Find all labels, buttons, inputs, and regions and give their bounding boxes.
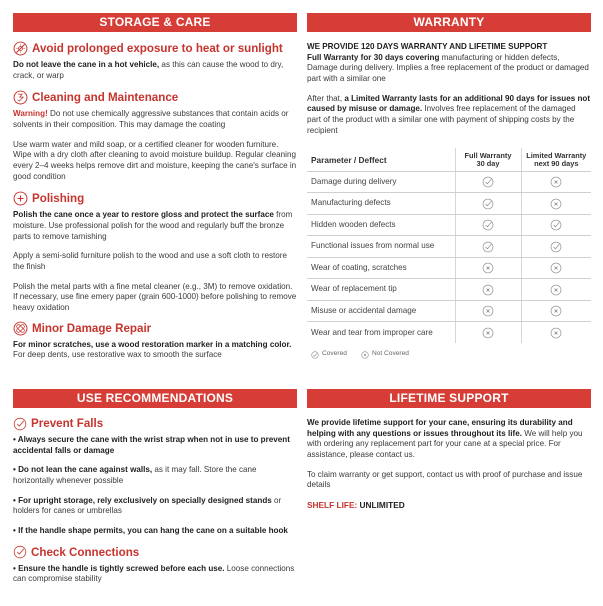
x-circle-icon — [482, 284, 494, 296]
x-circle-icon — [361, 351, 369, 359]
shelf-life-label: SHELF LIFE: — [307, 500, 358, 511]
falls-item-2-text: as it may fall. Store the cane horizontally whenever possible — [13, 465, 257, 486]
header-full-line1: Full Warranty — [464, 151, 512, 161]
warning-label: Warning! — [13, 109, 48, 119]
row-limited-warranty — [521, 257, 591, 279]
check-circle-icon — [550, 241, 562, 253]
row-full-warranty — [455, 300, 521, 322]
check-connections-title-text: Check Connections — [31, 545, 140, 559]
row-parameter: Wear and tear from improper care — [311, 327, 433, 337]
legend-not-covered — [361, 350, 409, 359]
warranty-headline — [307, 42, 591, 53]
heat-bold-text: Do not leave the cane in a hot vehicle, — [13, 60, 160, 69]
polishing-text: from moisture. Use professional polish for the wood and regularly buff the bronze parts to remove tarnishing — [13, 210, 293, 241]
x-circle-icon — [550, 262, 562, 274]
no-sun-icon — [13, 41, 28, 56]
cleaning-paragraph: Use warm water and mild soap, or a certified cleaner for wooden furniture. Wipe with a dry cloth after cleaning to avoid moisture buildup. Regular cleaning every 2–4 weeks helps remove dirt and moisture, keeping the cane's surface in good condition — [13, 139, 297, 181]
row-full-warranty — [455, 322, 521, 344]
polishing-title-text: Polishing — [32, 192, 85, 206]
row-limited-warranty — [521, 193, 591, 215]
cleaning-warning-paragraph — [13, 109, 297, 130]
row-full-warranty — [455, 193, 521, 215]
legend-covered-label: Covered — [322, 350, 347, 358]
repair-bold-text: For minor scratches, use a wood restoration marker in a matching color. — [13, 339, 292, 349]
repair-text: For deep dents, use restorative wax to smooth the surface — [13, 350, 222, 360]
x-circle-icon — [550, 198, 562, 210]
warning-text: Do not use chemically aggressive substances that contain acids or solvents in their composition. This may damage the coating — [13, 109, 289, 130]
x-circle-icon — [482, 327, 494, 339]
falls-item-4 — [13, 526, 297, 537]
falls-item-3-bold: • For upright storage, rely exclusively on specially designed stands — [13, 495, 272, 505]
limited-warranty-pre: After that, — [307, 93, 345, 103]
check-circle-icon — [482, 198, 494, 210]
legend-not-covered-label: Not Covered — [371, 350, 409, 358]
heat-section-title — [13, 40, 297, 57]
cleaning-title-text: Cleaning and Maintenance — [32, 91, 179, 105]
support-claim-paragraph: To claim warranty or get support, contact us with proof of purchase and issue details — [307, 469, 583, 490]
row-limited-warranty — [521, 214, 591, 236]
header-limited-line2: next 90 days — [534, 159, 579, 169]
connections-item-1 — [13, 564, 297, 585]
heat-title-text: Avoid prolonged exposure to heat or sunlight — [32, 41, 283, 55]
cleaning-icon — [13, 90, 28, 105]
polishing-paragraph-1 — [13, 210, 297, 242]
x-circle-icon — [482, 305, 494, 317]
row-limited-warranty — [521, 279, 591, 301]
check-circle-icon — [550, 219, 562, 231]
falls-item-3-text: or holders for canes or umbrellas — [13, 495, 282, 516]
table-row — [307, 214, 591, 236]
limited-warranty-paragraph — [307, 94, 591, 137]
falls-item-1 — [13, 435, 297, 456]
header-full-warranty — [455, 148, 521, 171]
polishing-paragraph-3: Polish the metal parts with a fine metal cleaner (e.g., 3M) to remove oxidation. If necessary, use fine emery paper (grain 600-1000) before polishing to remove heavy oxidation — [13, 281, 297, 313]
x-circle-icon — [550, 176, 562, 188]
row-parameter: Damage during delivery — [307, 171, 455, 193]
row-full-warranty — [455, 236, 521, 258]
prevent-falls-title — [13, 415, 297, 432]
repair-title-text: Minor Damage Repair — [32, 321, 152, 335]
x-circle-icon — [550, 327, 562, 339]
legend-covered — [311, 350, 347, 359]
full-warranty-bold: Full Warranty for 30 days covering — [307, 52, 440, 62]
heat-paragraph — [13, 60, 297, 81]
row-parameter: Wear of replacement tip — [307, 279, 455, 301]
check-circle-icon — [311, 351, 319, 359]
row-full-warranty — [455, 279, 521, 301]
header-full-line2: 30 day — [476, 159, 500, 169]
full-warranty-paragraph — [307, 53, 591, 85]
use-recommendations-banner: USE RECOMMENDATIONS — [13, 389, 297, 408]
row-full-warranty — [455, 171, 521, 193]
x-circle-icon — [550, 305, 562, 317]
support-intro-bold: We provide lifetime support for your cane, ensuring its durability and helping with any questions or issues throughout its life. — [307, 418, 573, 438]
warranty-legend — [307, 350, 591, 359]
bandage-icon — [13, 321, 28, 336]
table-row — [307, 257, 591, 279]
shelf-life-value: UNLIMITED — [357, 500, 405, 511]
header-parameter: Parameter / Deffect — [307, 148, 455, 171]
warranty-section — [307, 13, 591, 359]
polishing-paragraph-2: Apply a semi-solid furniture polish to the wood and use a soft cloth to restore the finish — [13, 251, 287, 272]
header-limited-warranty — [521, 148, 591, 171]
cleaning-section-title — [13, 89, 297, 106]
lifetime-support-banner: LIFETIME SUPPORT — [307, 389, 591, 408]
table-row — [307, 279, 591, 301]
prevent-falls-title-text: Prevent Falls — [31, 416, 104, 430]
repair-section-title — [13, 320, 297, 337]
warranty-banner: WARRANTY — [307, 13, 591, 32]
x-circle-icon — [482, 262, 494, 274]
warranty-table-header — [307, 148, 591, 171]
check-circle-icon — [13, 545, 27, 559]
table-row — [307, 236, 591, 258]
falls-item-3 — [13, 496, 297, 517]
check-circle-icon — [482, 219, 494, 231]
row-full-warranty — [455, 257, 521, 279]
use-recommendations-section — [13, 389, 297, 585]
check-connections-title — [13, 544, 297, 561]
row-parameter: Misuse or accidental damage — [307, 300, 455, 322]
storage-care-banner: STORAGE & CARE — [13, 13, 297, 32]
falls-item-2 — [13, 465, 297, 486]
falls-item-4-bold: • If the handle shape permits, you can hang the cane on a suitable hook — [13, 526, 288, 536]
full-warranty-text: manufacturing or hidden defects, Damage during delivery. Implies a free replacement of the product or damaged part with a similar one — [307, 52, 589, 84]
table-row — [307, 171, 591, 193]
lifetime-support-section — [307, 389, 591, 511]
row-parameter: Wear of coating, scratches — [307, 257, 455, 279]
row-limited-warranty — [521, 300, 591, 322]
check-circle-icon — [13, 417, 27, 431]
check-circle-icon — [482, 176, 494, 188]
x-circle-icon — [550, 284, 562, 296]
row-parameter: Hidden wooden defects — [307, 214, 455, 236]
plus-circle-icon — [13, 191, 28, 206]
header-limited-line1: Limited Warranty — [526, 151, 587, 161]
table-row — [307, 193, 591, 215]
polishing-bold-text: Polish the cane once a year to restore gloss and protect the surface — [13, 210, 274, 220]
connections-item-1-text: Loose connections can compromise stability — [13, 563, 295, 584]
support-intro-paragraph — [307, 418, 591, 461]
support-intro-text: We will help you with ordering any replacement part for your cane at a special price. For assistance, please contact us. — [307, 428, 583, 460]
polishing-section-title — [13, 190, 297, 207]
limited-warranty-bold: a Limited Warranty lasts for an additional 90 days for issues not caused by misuse or damage. — [307, 93, 591, 114]
heat-text: as this can cause the wood to dry, crack, or warp — [13, 60, 284, 80]
row-parameter: Manufacturing defects — [307, 193, 455, 215]
falls-item-1-bold: • Always secure the cane with the wrist strap when not in use to prevent accidental falls or damage — [13, 435, 290, 455]
repair-paragraph — [13, 340, 297, 361]
row-full-warranty — [455, 214, 521, 236]
table-row — [307, 322, 591, 344]
row-limited-warranty — [521, 171, 591, 193]
warranty-table — [307, 148, 591, 343]
warranty-headline-text: WE PROVIDE 120 DAYS WARRANTY AND LIFETIME SUPPORT — [307, 42, 548, 51]
row-limited-warranty — [521, 236, 591, 258]
falls-item-2-bold: • Do not lean the cane against walls, — [13, 465, 153, 475]
row-parameter: Functional issues from normal use — [307, 236, 455, 258]
row-limited-warranty — [521, 322, 591, 344]
shelf-life — [307, 500, 591, 511]
table-row — [307, 300, 591, 322]
check-circle-icon — [482, 241, 494, 253]
limited-warranty-text: Involves free replacement of the damaged part of the product with a similar one with payment of shipping costs by the recipient — [307, 104, 576, 135]
storage-care-section — [13, 13, 297, 361]
connections-item-1-bold: • Ensure the handle is tightly screwed before each use. — [13, 563, 225, 573]
